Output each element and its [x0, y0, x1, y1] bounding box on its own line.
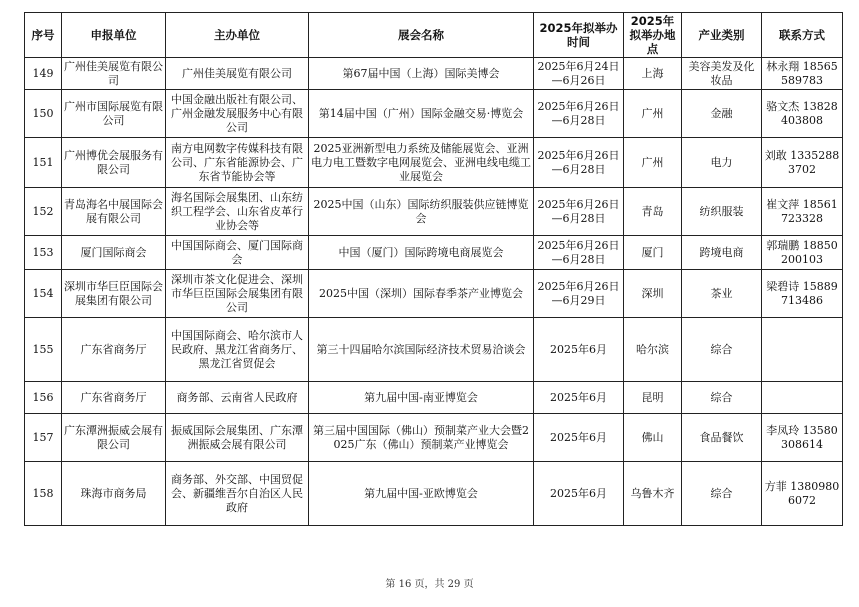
table-row — [25, 462, 843, 526]
cell-organizer: 海名国际会展集团、山东纺织工程学会、山东省皮革行业协会等 — [166, 188, 309, 236]
cell-exhibition-name: 2025中国（深圳）国际春季茶产业博览会 — [309, 270, 534, 318]
cell-organizer: 中国国际商会、厦门国际商会 — [166, 236, 309, 270]
header-no: 序号 — [25, 13, 62, 58]
cell-contact: 方菲 13809806072 — [762, 462, 843, 526]
cell-place: 上海 — [624, 58, 682, 90]
cell-industry: 综合 — [682, 382, 762, 414]
cell-contact: 崔文萍 18561723328 — [762, 188, 843, 236]
table-row — [25, 270, 843, 318]
header-contact: 联系方式 — [762, 13, 843, 58]
cell-no: 149 — [25, 58, 62, 90]
cell-applicant: 广东省商务厅 — [62, 318, 166, 382]
cell-exhibition-name: 第14届中国（广州）国际金融交易·博览会 — [309, 90, 534, 138]
table-row — [25, 58, 843, 90]
cell-organizer: 深圳市茶文化促进会、深圳市华巨臣国际会展集团有限公司 — [166, 270, 309, 318]
cell-exhibition-name: 第九届中国-亚欧博览会 — [309, 462, 534, 526]
cell-exhibition-name: 第九届中国-南亚博览会 — [309, 382, 534, 414]
cell-applicant: 广东省商务厅 — [62, 382, 166, 414]
cell-no: 157 — [25, 414, 62, 462]
cell-organizer: 中国金融出版社有限公司、广州金融发展服务中心有限公司 — [166, 90, 309, 138]
cell-applicant: 珠海市商务局 — [62, 462, 166, 526]
cell-organizer: 商务部、外交部、中国贸促会、新疆维吾尔自治区人民政府 — [166, 462, 309, 526]
cell-industry: 金融 — [682, 90, 762, 138]
cell-industry: 茶业 — [682, 270, 762, 318]
cell-industry: 食品餐饮 — [682, 414, 762, 462]
cell-no: 154 — [25, 270, 62, 318]
cell-applicant: 青岛海名中展国际会展有限公司 — [62, 188, 166, 236]
cell-contact: 李凤玲 13580308614 — [762, 414, 843, 462]
cell-industry: 跨境电商 — [682, 236, 762, 270]
cell-time: 2025年6月 — [534, 414, 624, 462]
cell-exhibition-name: 2025亚洲新型电力系统及储能展览会、亚洲电力电工暨数字电网展览会、亚洲电线电缆工业展览会 — [309, 138, 534, 188]
cell-applicant: 广州博优会展服务有限公司 — [62, 138, 166, 188]
cell-no: 156 — [25, 382, 62, 414]
cell-industry: 综合 — [682, 462, 762, 526]
cell-place: 昆明 — [624, 382, 682, 414]
cell-organizer: 中国国际商会、哈尔滨市人民政府、黑龙江省商务厅、黑龙江省贸促会 — [166, 318, 309, 382]
cell-organizer: 商务部、云南省人民政府 — [166, 382, 309, 414]
cell-no: 153 — [25, 236, 62, 270]
exhibition-table — [24, 12, 843, 526]
cell-exhibition-name: 中国（厦门）国际跨境电商展览会 — [309, 236, 534, 270]
cell-organizer: 南方电网数字传媒科技有限公司、广东省能源协会、广东省节能协会等 — [166, 138, 309, 188]
table-header-row — [25, 13, 843, 58]
cell-time: 2025年6月24日—6月26日 — [534, 58, 624, 90]
table-row — [25, 138, 843, 188]
cell-exhibition-name: 第三十四届哈尔滨国际经济技术贸易洽谈会 — [309, 318, 534, 382]
cell-time: 2025年6月26日—6月29日 — [534, 270, 624, 318]
page-footer: 第 16 页，共 29 页 — [385, 579, 474, 590]
header-organizer: 主办单位 — [166, 13, 309, 58]
cell-contact: 刘敢 13352883702 — [762, 138, 843, 188]
cell-applicant: 广州佳美展览有限公司 — [62, 58, 166, 90]
cell-exhibition-name: 2025中国（山东）国际纺织服装供应链博览会 — [309, 188, 534, 236]
cell-organizer: 广州佳美展览有限公司 — [166, 58, 309, 90]
cell-applicant: 广州市国际展览有限公司 — [62, 90, 166, 138]
header-exhibition-name: 展会名称 — [309, 13, 534, 58]
cell-time: 2025年6月 — [534, 382, 624, 414]
cell-contact: 郭瑞鹏 18850200103 — [762, 236, 843, 270]
cell-place: 哈尔滨 — [624, 318, 682, 382]
cell-place: 厦门 — [624, 236, 682, 270]
header-time: 2025年拟举办时间 — [534, 13, 624, 58]
cell-place: 乌鲁木齐 — [624, 462, 682, 526]
table-row — [25, 414, 843, 462]
cell-no: 155 — [25, 318, 62, 382]
cell-no: 150 — [25, 90, 62, 138]
cell-exhibition-name: 第67届中国（上海）国际美博会 — [309, 58, 534, 90]
cell-time: 2025年6月26日—6月28日 — [534, 236, 624, 270]
header-industry: 产业类别 — [682, 13, 762, 58]
cell-industry: 纺织服装 — [682, 188, 762, 236]
cell-contact — [762, 382, 843, 414]
cell-time: 2025年6月26日—6月28日 — [534, 188, 624, 236]
table-row — [25, 382, 843, 414]
cell-time: 2025年6月26日—6月28日 — [534, 90, 624, 138]
cell-applicant: 广东潭洲振威会展有限公司 — [62, 414, 166, 462]
cell-exhibition-name: 第三届中国国际（佛山）预制菜产业大会暨2025广东（佛山）预制菜产业博览会 — [309, 414, 534, 462]
table-row — [25, 236, 843, 270]
header-applicant: 申报单位 — [62, 13, 166, 58]
cell-contact: 骆文杰 13828403808 — [762, 90, 843, 138]
cell-industry: 美容美发及化妆品 — [682, 58, 762, 90]
table-row — [25, 318, 843, 382]
cell-no: 152 — [25, 188, 62, 236]
table-row — [25, 90, 843, 138]
cell-applicant: 厦门国际商会 — [62, 236, 166, 270]
cell-no: 158 — [25, 462, 62, 526]
cell-contact: 林永翔 18565589783 — [762, 58, 843, 90]
cell-time: 2025年6月 — [534, 318, 624, 382]
table-row — [25, 188, 843, 236]
cell-industry: 综合 — [682, 318, 762, 382]
cell-place: 广州 — [624, 138, 682, 188]
cell-industry: 电力 — [682, 138, 762, 188]
header-place: 2025年拟举办地点 — [624, 13, 682, 58]
cell-place: 佛山 — [624, 414, 682, 462]
cell-no: 151 — [25, 138, 62, 188]
cell-place: 广州 — [624, 90, 682, 138]
cell-contact — [762, 318, 843, 382]
cell-place: 深圳 — [624, 270, 682, 318]
cell-time: 2025年6月 — [534, 462, 624, 526]
cell-organizer: 振威国际会展集团、广东潭洲振威会展有限公司 — [166, 414, 309, 462]
cell-contact: 梁碧诗 15889713486 — [762, 270, 843, 318]
cell-place: 青岛 — [624, 188, 682, 236]
cell-applicant: 深圳市华巨臣国际会展集团有限公司 — [62, 270, 166, 318]
cell-time: 2025年6月26日—6月28日 — [534, 138, 624, 188]
